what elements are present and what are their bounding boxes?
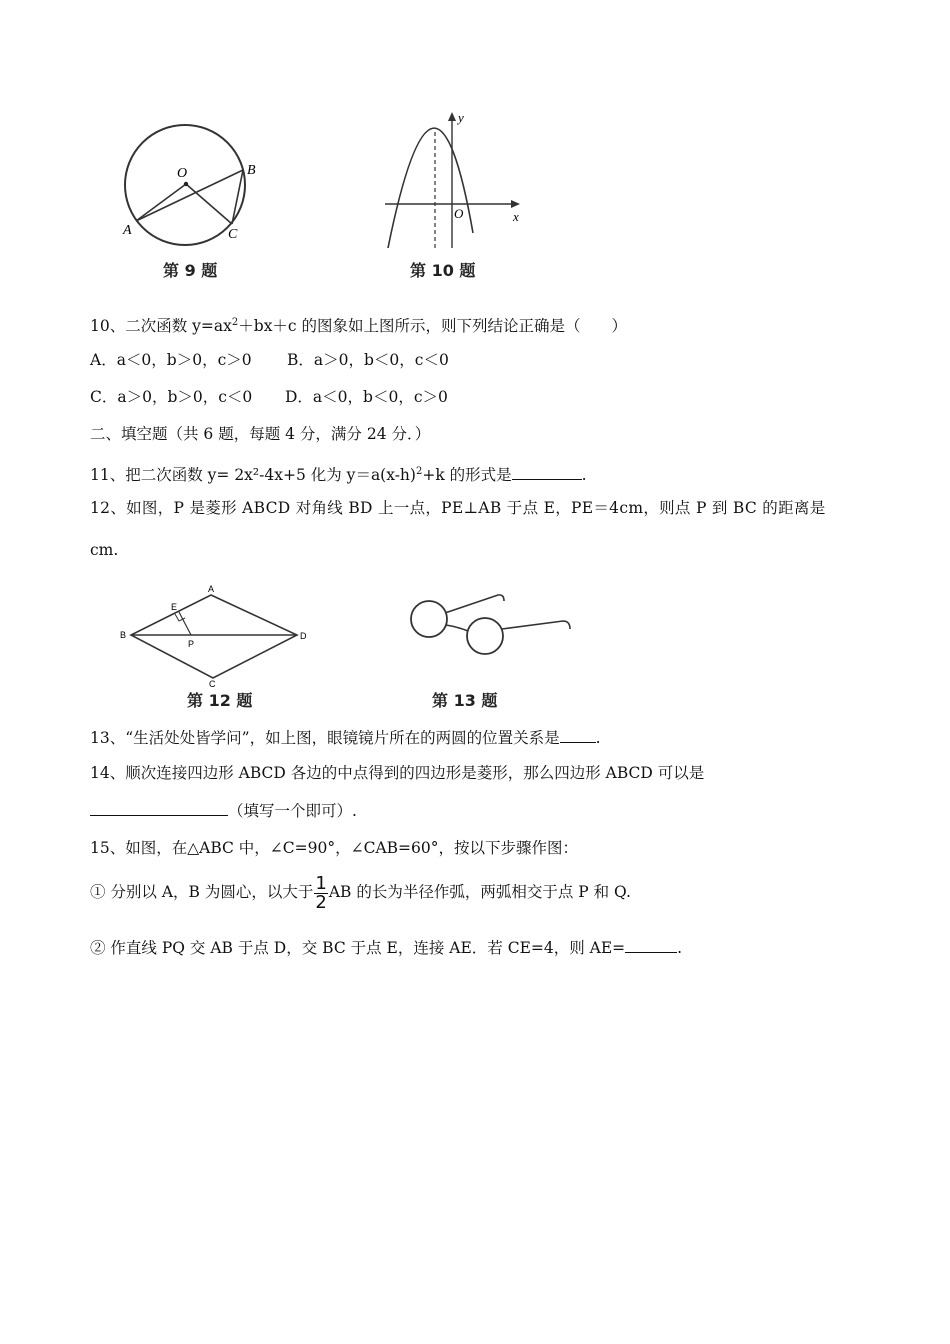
figure-10-parabola [380,108,550,253]
q10-options-row1 [90,349,449,371]
segment-AO [136,184,186,221]
rhombus-ABCD [131,595,297,678]
q12-line2: cm. [90,541,119,559]
figure-9-caption: 第 9 题 [163,261,218,280]
label-A: A [208,584,215,594]
section-2-heading: 二、填空题（共 6 题，每题 4 分，满分 24 分．） [90,425,431,443]
fraction-one-half: $\frac{1}{2}$ [315,872,327,913]
q15-step2: ② 作直线 PQ 交 AB 于点 D，交 BC 于点 E，连接 AE．若 CE=4，则 AE= . [90,936,682,959]
label-O: O [177,166,188,181]
right-temple-arm [502,621,570,629]
q15-step1: ① 分别以 A，B 为圆心，以大于 $\frac{1}{2}$ AB 的长为半径作弧，两弧相交于点 P 和 Q. [90,872,631,913]
label-x: x [513,209,519,224]
figure-10-caption: 第 10 题 [410,261,476,280]
q10-option-a: A．a＜0，b＞0，c＞0 [90,351,252,369]
q11-answer-blank[interactable] [512,463,582,480]
label-D: D [300,631,307,641]
segment-PE [179,612,191,635]
figure-12-rhombus [112,583,312,688]
label-y: y [458,110,464,125]
q10-option-d: D．a＜0，b＜0，c＞0 [285,388,448,406]
label-C: C [228,227,238,242]
left-temple-arm [445,595,504,613]
right-lens [467,618,503,654]
y-axis-arrow [448,112,456,121]
figure-13-caption: 第 13 题 [432,691,498,710]
figure-13-glasses [400,585,580,665]
segment-OC [186,184,232,224]
q14-answer-blank[interactable] [90,799,228,816]
label-B: B [247,163,256,178]
q14-line1: 14、顺次连接四边形 ABCD 各边的中点得到的四边形是菱形，那么四边形 ABCD 可以是 [90,764,705,782]
q12-line1: 12、如图，P 是菱形 ABCD 对角线 BD 上一点，PE⊥AB 于点 E，PE＝4cm，则点 P 到 BC 的距离是 [90,499,826,517]
label-origin: O [454,206,464,221]
parabola-curve [388,128,473,248]
label-C: C [209,679,216,688]
x-axis-arrow [511,200,520,208]
figure-12-caption: 第 12 题 [187,691,253,710]
q10-option-c: C．a＞0，b＞0，c＜0 [90,388,253,406]
bridge [446,625,468,631]
q14-line2: （填写一个即可）. [90,799,357,822]
q10-option-b: B．a＞0，b＜0，c＜0 [287,351,449,369]
center-point [184,182,188,186]
label-E: E [171,602,178,612]
q11-text: 11、把二次函数 y= 2x²-4x+5 化为 $y=a(x-h)^2+k$ 的形式是 . [90,461,587,486]
segment-AB [136,170,243,221]
q15-answer-blank[interactable] [625,936,677,953]
left-lens [411,601,447,637]
label-P: P [188,639,195,649]
q15-stem: 15、如图，在△ABC 中，∠C=90°，∠CAB=60°，按以下步骤作图： [90,839,579,857]
q10-options-row2 [90,386,448,408]
figure-9-circle [110,120,280,250]
q13-answer-blank[interactable] [560,726,596,743]
q10-stem: 10、二次函数 $y=ax^2+bx+c$ 的图象如上图所示，则下列结论正确是（ ） [90,317,628,336]
q13-text: 13、“生活处处皆学问”，如上图，眼镜镜片所在的两圆的位置关系是 . [90,726,601,749]
label-A: A [123,223,132,238]
label-B: B [120,630,127,640]
